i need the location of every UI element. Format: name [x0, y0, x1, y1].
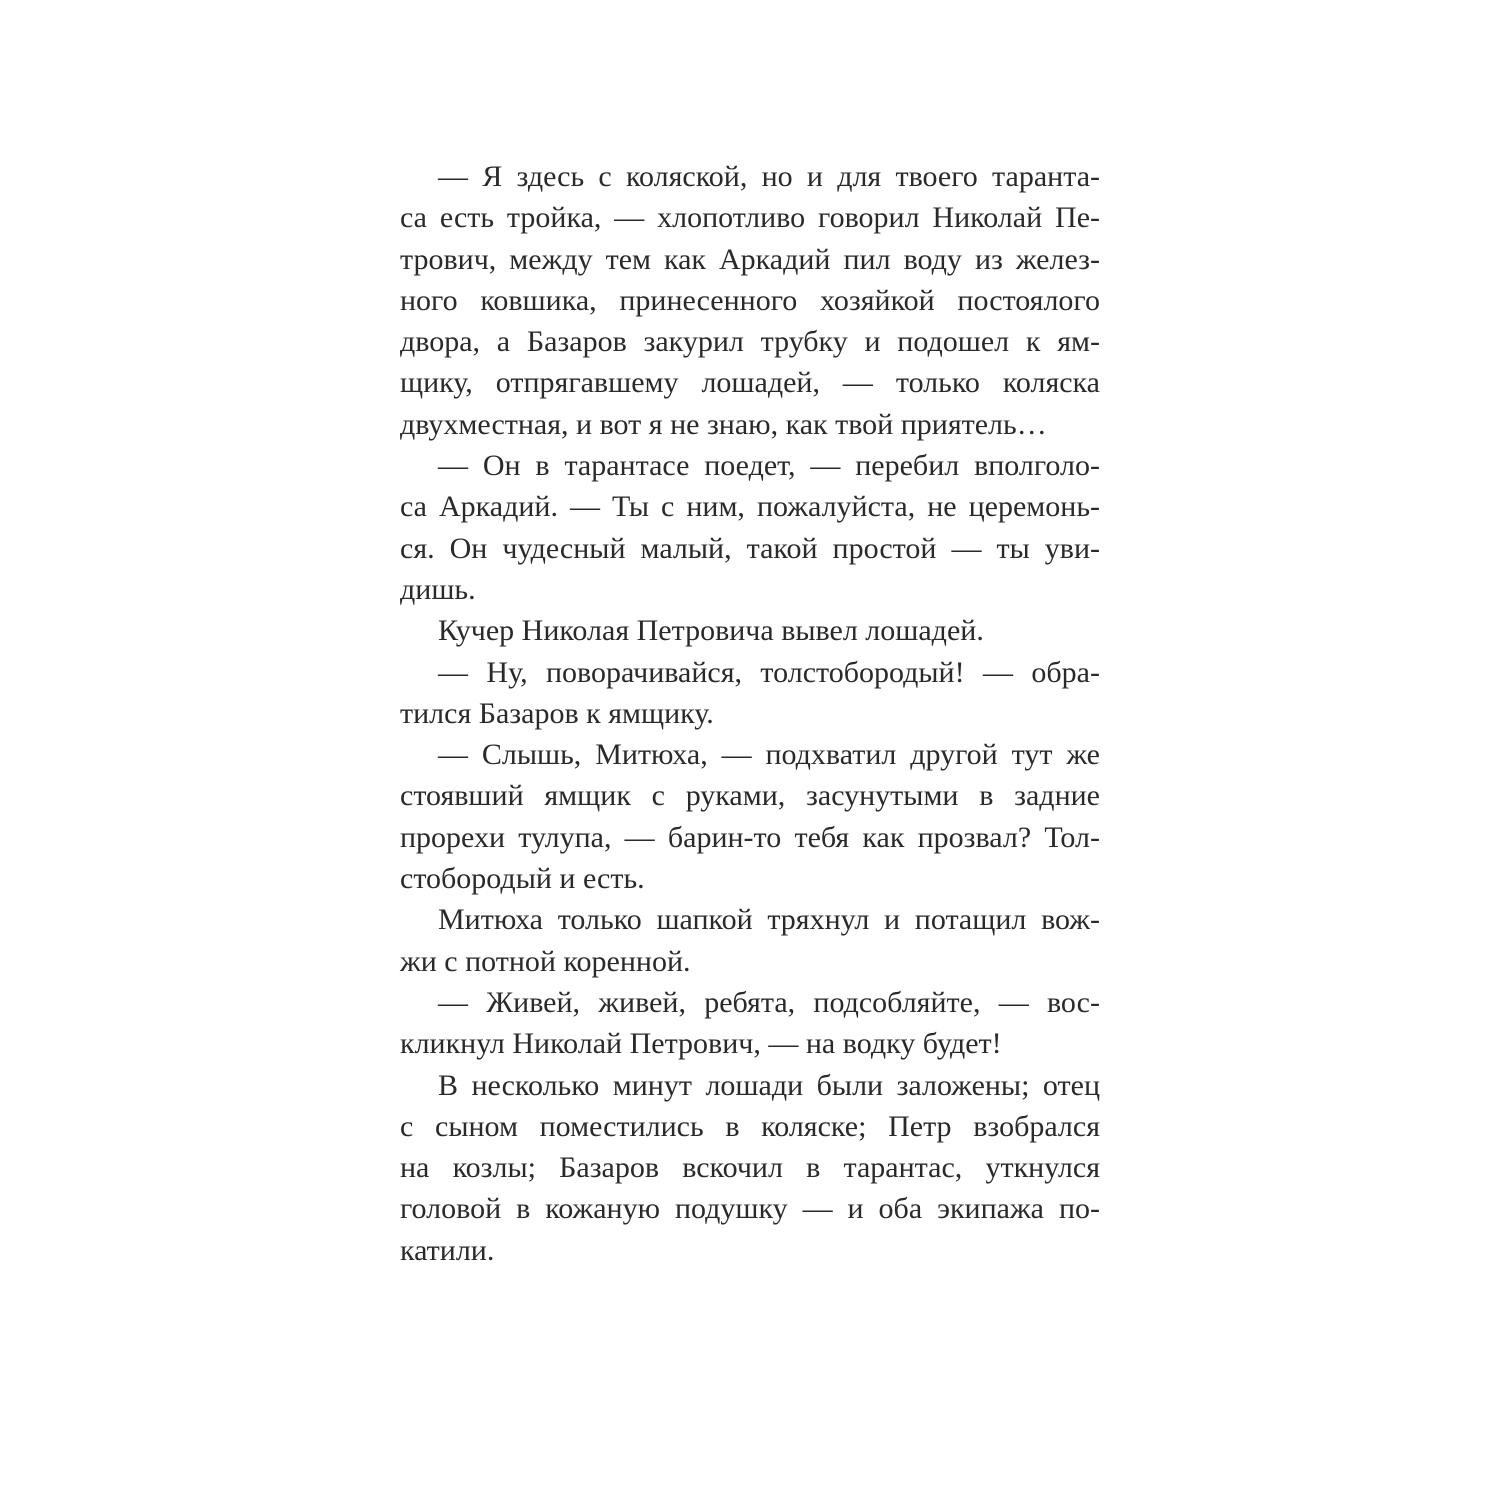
text-line: — Он в тарантасе поедет, — перебил вполголо- [438, 449, 1100, 483]
text-line: са есть тройка, — хлопотливо говорил Николай Пе- [400, 201, 1100, 235]
text-line: щику, отпрягавшему лошадей, — только коляска [400, 366, 1100, 400]
text-line: тился Базаров к ямщику. [400, 696, 714, 730]
text-line: — Я здесь с коляской, но и для твоего таранта- [438, 160, 1100, 193]
text-line: Кучер Николая Петровича вывел лошадей. [438, 614, 984, 648]
text-line: жи с потной коренной. [400, 944, 691, 978]
text-line: катили. [400, 1233, 495, 1267]
text-line: — Живей, живей, ребята, подсобляйте, — вос- [438, 985, 1100, 1019]
text-line: стоявший ямщик с руками, засунутыми в задние [400, 779, 1100, 813]
text-line: двора, а Базаров закурил трубку и подошел к ям- [400, 325, 1100, 359]
text-line: са Аркадий. — Ты с ним, пожалуйста, не церемонь- [400, 490, 1100, 524]
book-page-text [400, 156, 1100, 1271]
text-line: на козлы; Базаров вскочил в тарантас, уткнулся [400, 1151, 1100, 1185]
text-line: прорехи тулупа, — барин-то тебя как прозвал? Тол- [400, 820, 1100, 854]
text-line: — Ну, поворачивайся, толстобородый! — обра- [438, 655, 1100, 689]
text-line: с сыном поместились в коляске; Петр взобрался [400, 1109, 1100, 1143]
text-line: В несколько минут лошади были заложены; отец [438, 1068, 1100, 1102]
text-line: дишь. [400, 572, 476, 606]
text-line: ся. Он чудесный малый, такой простой — ты уви- [400, 531, 1100, 565]
text-line: трович, между тем как Аркадий пил воду из желез- [400, 242, 1100, 276]
text-line: головой в кожаную подушку — и оба экипажа по- [400, 1192, 1100, 1226]
text-line: ного ковшика, принесенного хозяйкой постоялого [400, 283, 1100, 317]
text-line: Митюха только шапкой тряхнул и потащил вож- [438, 903, 1100, 937]
text-line: двухместная, и вот я не знаю, как твой приятель… [400, 407, 1047, 441]
text-line: стобородый и есть. [400, 862, 645, 896]
text-line: — Слышь, Митюха, — подхватил другой тут же [438, 738, 1100, 772]
text-line: кликнул Николай Петрович, — на водку будет! [400, 1027, 1002, 1061]
